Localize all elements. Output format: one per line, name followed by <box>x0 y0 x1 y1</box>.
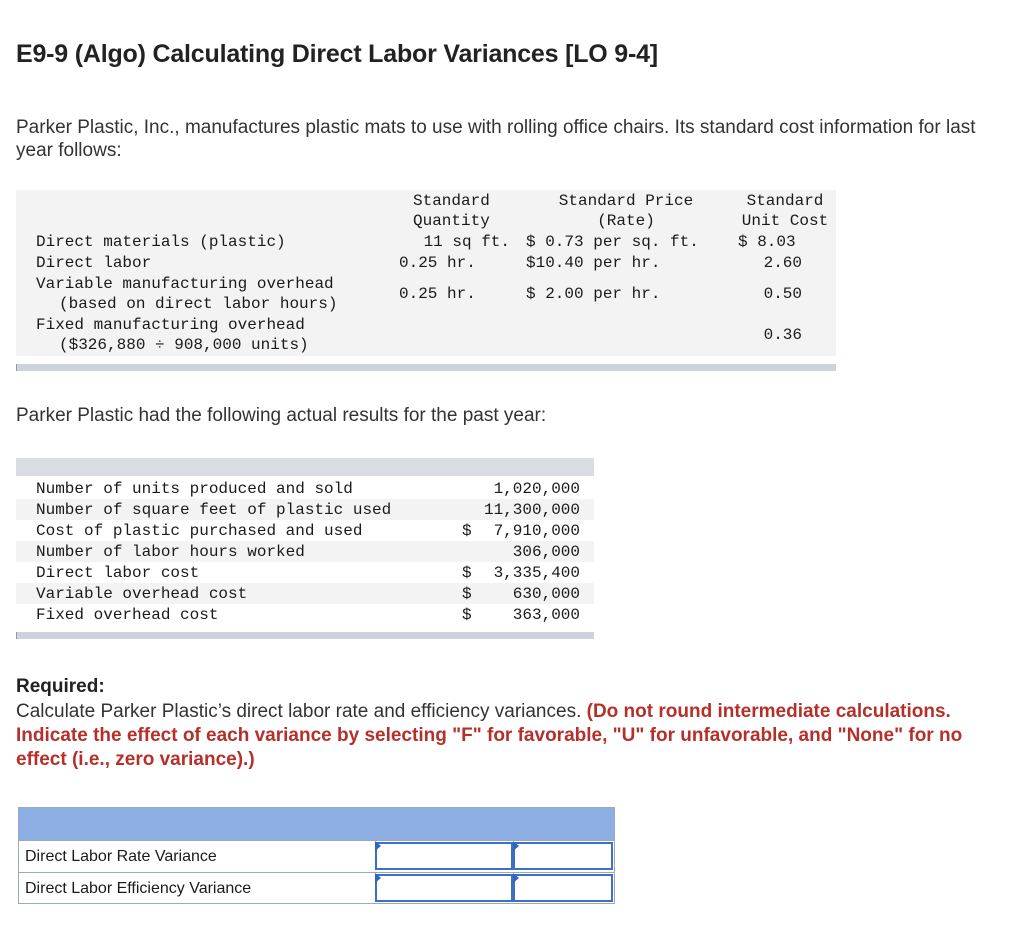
row-value: 3,335,400 <box>493 564 580 582</box>
std-row-cost: $ 8.03 <box>738 233 796 251</box>
std-row-price: $10.40 per hr. <box>526 254 661 272</box>
std-row-quantity: 0.25 hr. <box>399 254 476 272</box>
rate-variance-effect-select[interactable] <box>513 842 613 870</box>
row-label: Fixed overhead cost <box>36 606 219 624</box>
table-row <box>16 499 594 520</box>
answer-row-rate-variance <box>19 840 614 872</box>
std-row-label: Variable manufacturing overhead <box>36 275 334 293</box>
row-value: 630,000 <box>512 585 580 603</box>
required-instructions <box>16 700 1016 772</box>
page-title: E9-9 (Algo) Calculating Direct Labor Variances [LO 9-4] <box>16 40 658 68</box>
std-row-price: $ 0.73 per sq. ft. <box>526 233 699 251</box>
required-text: Calculate Parker Plastic’s direct labor rate and efficiency variances. <box>16 701 582 722</box>
price-header-line1: Standard Price <box>558 192 694 210</box>
std-row-cost: 0.50 <box>763 285 802 303</box>
rate-variance-label: Direct Labor Rate Variance <box>25 848 217 865</box>
table-divider <box>16 632 594 639</box>
std-row-label: Direct labor <box>36 254 152 272</box>
row-label: Direct labor cost <box>36 564 200 582</box>
row-currency: $ <box>462 522 472 540</box>
price-header-line2: (Rate) <box>597 212 655 230</box>
answer-row-efficiency-variance <box>19 872 614 904</box>
table-row <box>16 604 594 625</box>
std-row-price: $ 2.00 per hr. <box>526 285 661 303</box>
standard-cost-table <box>16 190 836 356</box>
efficiency-variance-amount-input[interactable] <box>375 874 513 902</box>
cost-header-line1: Standard <box>746 192 824 210</box>
efficiency-variance-effect-select[interactable] <box>513 874 613 902</box>
std-row-label-sub: (based on direct labor hours) <box>59 295 338 313</box>
table-row <box>16 541 594 562</box>
std-row-label: Direct materials (plastic) <box>36 233 286 251</box>
row-value: 363,000 <box>512 606 580 624</box>
cost-header-line2: Unit Cost <box>741 212 829 230</box>
row-value: 306,000 <box>512 543 580 561</box>
actual-results-table <box>16 476 594 624</box>
row-label: Number of square feet of plastic used <box>36 501 392 519</box>
std-row-quantity: 11 sq ft. <box>423 233 510 251</box>
std-row-cost: 2.60 <box>763 254 802 272</box>
table-row <box>16 520 594 541</box>
answer-table-header <box>19 808 614 840</box>
row-label: Variable overhead cost <box>36 585 248 603</box>
required-emphasis: (Do not round intermediate calculations. Indicate the effect of each variance by selecting "F" for favorable, "U" for unfavorable, and "None" for no effect (i.e., zero variance).) <box>16 701 963 770</box>
std-row-quantity: 0.25 hr. <box>399 285 476 303</box>
row-value: 7,910,000 <box>493 522 580 540</box>
quantity-header-line1: Standard <box>413 192 490 210</box>
row-value: 11,300,000 <box>483 501 580 519</box>
row-currency: $ <box>462 564 472 582</box>
row-currency: $ <box>462 606 472 624</box>
table-divider <box>16 364 836 371</box>
row-currency: $ <box>462 585 472 603</box>
efficiency-variance-label: Direct Labor Efficiency Variance <box>25 880 252 897</box>
row-label: Number of units produced and sold <box>36 480 353 498</box>
row-label: Cost of plastic purchased and used <box>36 522 363 540</box>
std-row-label-sub: ($326,880 ÷ 908,000 units) <box>59 336 309 354</box>
table-row <box>16 583 594 604</box>
row-value: 1,020,000 <box>493 480 580 498</box>
answer-table <box>18 807 615 904</box>
std-row-label: Fixed manufacturing overhead <box>36 316 305 334</box>
intro-text: Parker Plastic, Inc., manufactures plastic mats to use with rolling office chairs. Its standard cost information for last year follows: <box>16 117 976 161</box>
std-row-cost: 0.36 <box>763 326 802 344</box>
row-label: Number of labor hours worked <box>36 543 305 561</box>
table-row <box>16 478 594 499</box>
actual-intro-text: Parker Plastic had the following actual results for the past year: <box>16 405 547 426</box>
table-row <box>16 562 594 583</box>
quantity-header-line2: Quantity <box>413 212 490 230</box>
actual-table-header <box>16 458 594 476</box>
rate-variance-amount-input[interactable] <box>375 842 513 870</box>
required-label: Required: <box>16 676 105 697</box>
